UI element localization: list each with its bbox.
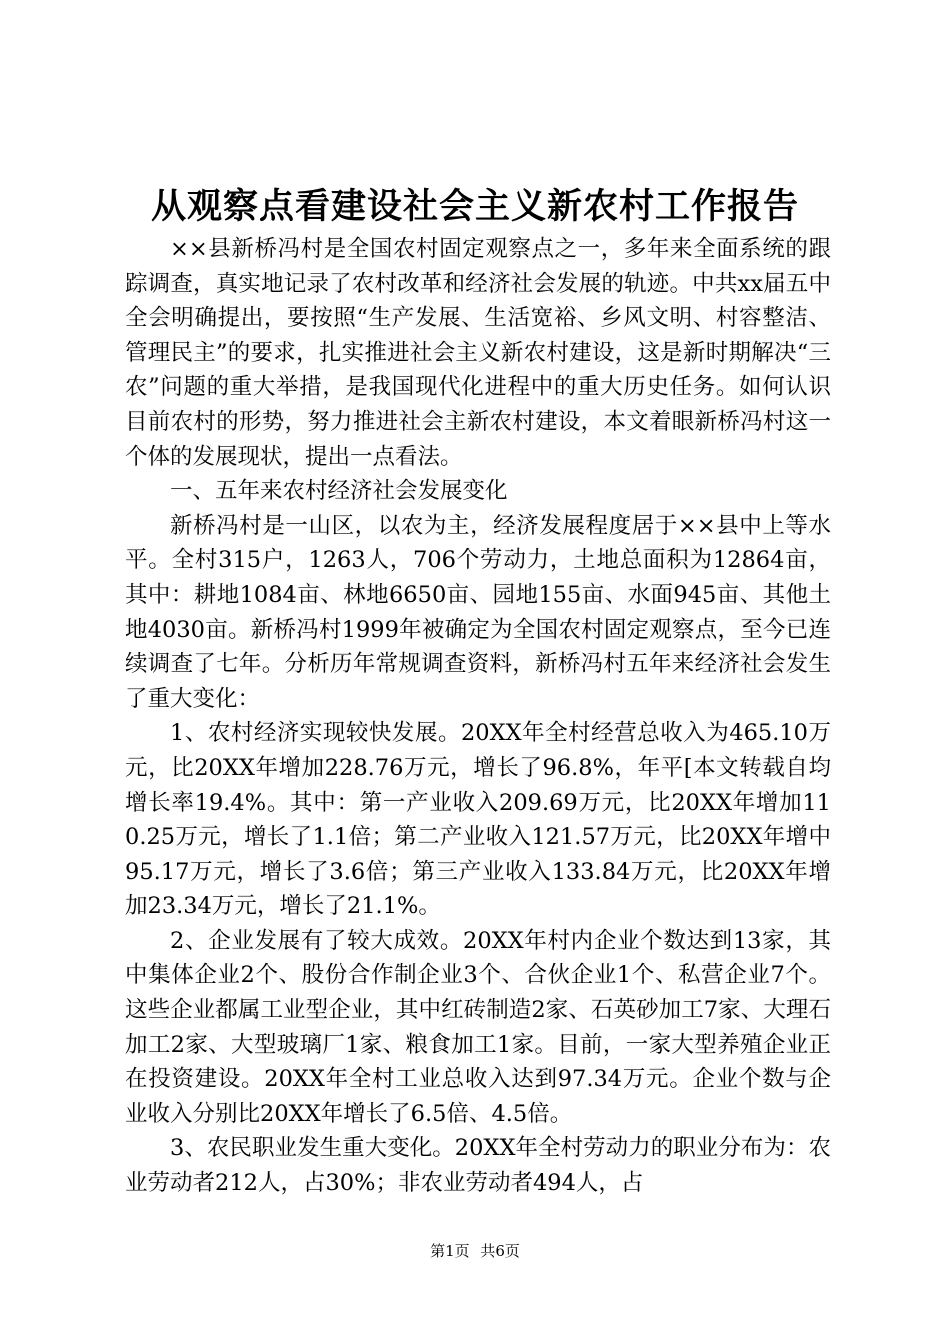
page-number: 第1页 <box>430 1242 470 1260</box>
paragraph-occupation: 3、农民职业发生重大变化。20XX年全村劳动力的职业分布为：农业劳动者212人，占30%；非农业劳动者494人，占 <box>125 1135 831 1197</box>
paragraph-village-overview: 新桥冯村是一山区，以农为主，经济发展程度居于××县中上等水平。全村315户，1263人，706个劳动力，土地总面积为12864亩，其中：耕地1084亩、林地6650亩、园地155亩、水面945亩、其他土地4030亩。新桥冯村1999年被确定为全国农村固定观察点，至今已连续调查了七年。分析历年常规调查资料，新桥冯村五年来经济社会发生了重大变化： <box>125 512 831 712</box>
page-footer <box>0 1241 950 1261</box>
document-body <box>125 232 831 1201</box>
page-title: 从观察点看建设社会主义新农村工作报告 <box>150 186 799 227</box>
paragraph-intro: ××县新桥冯村是全国农村固定观察点之一，多年来全面系统的跟踪调查，真实地记录了农村改革和经济社会发展的轨迹。中共xx届五中全会明确提出，要按照“生产发展、生活宽裕、乡风文明、村容整洁、管理民主”的要求，扎实推进社会主义新农村建设，这是新时期解决“三农”问题的重大举措，是我国现代化进程中的重大历史任务。如何认识目前农村的形势，努力推进社会主新农村建设，本文着眼新桥冯村这一个体的发展现状，提出一点看法。 <box>125 236 831 470</box>
section-heading: 一、五年来农村经济社会发展变化 <box>170 478 508 505</box>
paragraph-economy: 1、农村经济实现较快发展。20XX年全村经营总收入为465.10万元，比20XX年增加228.76万元，增长了96.8%，年平[本文转载自均增长率19.4%。其中：第一产业收入209.69万元，比20XX年增加110.25万元，增长了1.1倍；第二产业收入121.57万元，比20XX年增中95.17万元，增长了3.6倍；第三产业收入133.84万元，比20XX年增加23.34万元，增长了21.1%。 <box>125 720 831 920</box>
paragraph-enterprise: 2、企业发展有了较大成效。20XX年村内企业个数达到13家，其中集体企业2个、股份合作制企业3个、合伙企业1个、私营企业7个。这些企业都属工业型企业，其中红砖制造2家、石英砂加工7家、大理石加工2家、大型玻璃厂1家、粮食加工1家。目前，一家大型养殖企业正在投资建设。20XX年全村工业总收入达到97.34万元。企业个数与企业收入分别比20XX年增长了6.5倍、4.5倍。 <box>125 927 831 1127</box>
page-total: 共6页 <box>480 1242 520 1260</box>
